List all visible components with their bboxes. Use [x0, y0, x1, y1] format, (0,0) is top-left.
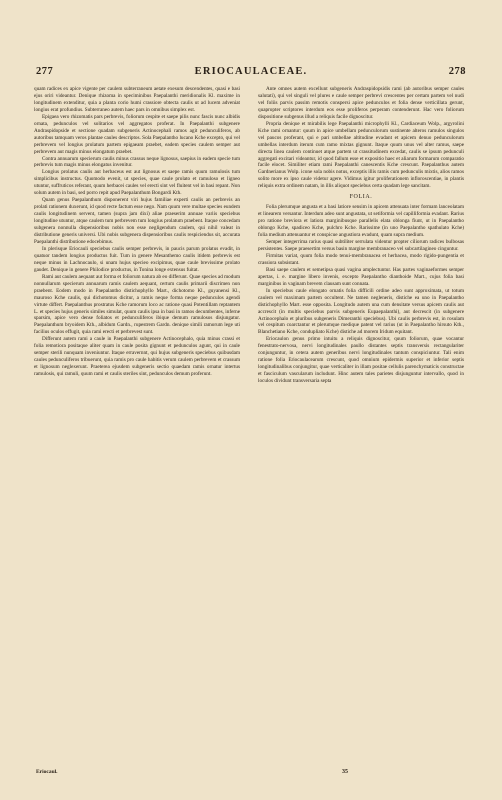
section-heading: FOLIA.: [349, 194, 373, 201]
running-header: [36, 66, 466, 80]
running-title: ERIOCAULACEAE.: [194, 66, 308, 77]
paragraph: Quam genus Paepalanthum disponerent viri hujus familiae experti caulis an perbrevis an prolati rationem duxerunt, id quod recte factum esse nego. Nam quum vere multae species eundem caulis longitudinem servent, tamen (supra jam dixi) aliae praeserim annuae variis speciebus longitudine utuntur, atque caulem tum perbrevem tum longius prolatum praebent. Itaque concedam subgenera nonnulla dispensioribus nobis non esse negligendum caulem, qui nihil valeat in distributione generis universi. Ubi nobis subgenera dispensioribus caulis respiciendus sit, accurata Paepalanthi distributione edocebimus.: [34, 197, 240, 245]
paragraph: Rami aut caulem aequant aut forma et foliorum natura ab eo differunt. Quae species ad modum nonnullarum specierum annuarum ramis caulem aequant, certum caulis primarii discrimen non praebent. Eodem modo in Paepalantho distichophyllo Mart., dichotomo Kl., guyanensi Kl., mauroso Kche caulis, qui dichotomus dicitur, a ramis neque forma neque pedunculos agendi virtute differt. Paepalanthus prostratus Kche ramorum loco ac ratione quasi Potentillam reptantem L. et species hujus generis similes simulat, quum caulis ipsa in basi in ramos decumbentes, inferne sparsim, apice vero dense foliatos et pedunculiferos ibique demum ramulosos disjungatur. Paepalanthum bryoidem Kth., albidum Gardn., rupestrem Gardn. denique simili ramorum lege uti facilius oculos effugit, quia rami erecti et perbrevest sunt.: [34, 273, 240, 336]
paragraph: Contra annuarum specierum caulis minus crassus neque lignosus, saepius in eadem specie tum perbrevis tum magis minus elongatus invenitur.: [34, 155, 240, 169]
left-column: [34, 86, 240, 378]
paragraph: In plerisque Eriocauli speciebus caulis semper perbrevis, in paucis parum prolatus evadit, in quatuor tandem longius productus fuit. Tum in genere Mesanthemo caulis itidem perbrevis est neque minus in Lachnocaulo, si unam hujus specieo excipimus, quae caule brevissime prolato gaudet. Denique in genere Philodice productus, in Tonina longe extensus fuitat.: [34, 245, 240, 273]
paragraph: Firmitas variat, quum folia modo tenui-membranacea et herbacea, modo rigido-pungentia et crassiora subsistant.: [258, 252, 464, 266]
paragraph: Eriocaulon genus primo intuitu a reliquis dignoscitur, quum foliorum, quae vocantur fenestrato-nervosa, nervi longitudinales paullo distantes septis transversis rectangulariter conjunguntur, in cetera autem generibus nervi longitudinales tantum conspiciuntur. Tali enim ratione folia Eriocaulacearum crescunt, quod omnium epidermis superior et inferior septis longitudinalibus conjungitur, quae verticaliter in illam positae cellulis parenchymaticis constructae et fasciculum vascularum includunt. Hinc autem tales parietes disjunguntur intervallo, quod in loculos dividunt transversaria septa: [258, 336, 464, 385]
paragraph: Folia plerumque angusta et a basi latiore sensim in apicem attenuata inter formam lanceolatam et linearem versantur. Interdum adeo sunt angustata, ut setiformia vel capilliformia evadant. Rarius pro ratione breviora et latiora marginibusque parallelis elata oblonga fiunt, ut in Paepalantho oblongo Kche, spadiceo Kche, pulchro Kche. Rarissime (in uno Paepalantho spathulato Kche) folia medium attenuantur et conspicue angustiora evadunt, quam supra medium.: [258, 204, 464, 239]
paragraph: Basi saepe caulem et semetipsa quasi vagina amplectuntur. Has partes vaginaeformes semper apertas, i. e. margine libero invenis, excepto Paepalantho dianthoide Mart., cujus folia basi marginibus in vaginam brevem clausam sunt connata.: [258, 266, 464, 287]
paragraph: Epigaea vero rhizomatis pars perbrevis, foliorum cespite et saepe pilis nunc fascis nunc albidis ornata, pedunculos vel solitarios vel aggregatos proferat. In Paepalanthi subgenere Andraspidopside et sectione quadam subgeneris Actinocephali ramos agit pedunculiferos, ab autoribus tamquam veros plantae caules descriptos. Sola Paepalantho lucano Kche excepto, qui vel perbrevem vel longius prolatum partem epigaeam praebet, eadem species caulem semper aut perbrevem aut magis minus elongatum praebet.: [34, 113, 240, 155]
paragraph: Differunt autem rami a caule in Paepalanthi subgenere Actinocephalo, quia minus crassi et folia remotiora positaque aliter quam in caule posita gignunt et pedunculos agunt, qui in caule semper sterili nunquam inveniuntur. Itaque erravernnt, qui hujus subgeneris speciebus quibusdam caules pedunculiferos tribuerunt, quia ramis pro caule habitis verum caulem perbrevem et crassum et lignosum neglexerunt. Praeterea ejusdem subgeneris sectio quaedam ramis ornatur intertus ramulosis, qui ramuli, quum rami et caulis steriles sint, pedunculos demum proferunt.: [34, 336, 240, 378]
paragraph: Semper integerrima rarius quasi subtiliter serrulata videntur propter ciliorum radices bulbosas persistentes. Saepe praesertim versus basin margine membranaceo vel subcartilagineo cinguntur.: [258, 239, 464, 252]
paragraph: Longius prolatus caulis aut herbaceus est aut lignosus et saepe ramis quum ramulosis tum simplicibus instructus. Quomodo evenit, ut species, quae caule prolato et ramuloso et ligneo utuntur, suffruticos referant, quum herbacei caules vel erecti sint vel fluitent vel in basi repant. Non solum autem in basi, sed porro repit apud Paepalanthum Bongardi Kth.: [34, 169, 240, 197]
gathering-number: 35: [342, 769, 348, 775]
right-column: [258, 86, 464, 385]
paragraph: Propria denique et mirabilis lege Paepalanthi microphylli Kl., Cardiaceum Wolp., argyrolini Kche rami ornantur: quum in apice umbellam pedunculorum sustinente alteros ramulos singulos vel paucos proferant, qui e pari umbellae altitudine evadant et apicem denuo pedunculorum umbellas interdum iterum cum ramo mixtas gignunt. Itaque quum unus vel alter ramus, saepe directa linea caulem continuet atque partem ut crassitudinem excedat, caulis se ipsum pedunculi aggregati excitari videantur, id quod fallum esse et expositio haec et aliarum formarum comparatio facile elocet. Similiter etiam rami Paepalanthi canescentis Kche crescunt. Paepalanthus autem Gardnerianus Wolp. icone sola nobis notus, exceptis illis ramis cum pedunculis mixtis, alios ramos solito more ex ipso caule videtur agere. Vidimus igitur proliferationem infloroscentiae, in plantis reliquis extra ordinem natam, in illis aliquot speciebus certa quadam lege sancitam.: [258, 120, 464, 190]
page-number-right: 278: [448, 66, 466, 77]
paragraph: Ante omnes autem excellunt subgeneris Andraspidopsidis rami (ab autoribus semper caules salutati), qui vel singuli vel plures e caule semper perbrevi crescentes per certam partem vel nudi vel foliis parvis passim remotis conspersi apice pedunculos et folia dense verticillata gerunt, quapropter scriptores interdum eos esse proliferos perperam contenderunt. Hac vero foliorum dispositione subgenus illud a reliquis facile dignoscitur.: [258, 86, 464, 120]
paragraph: quam radices ex apice vigente per caulem subterraneum aetate exesum descendentes, quasi e basi ejus oriri videantur. Denique rhizoma in speciminibus Paepalanthi meridionalis Kl. maxime in longitudinem extenditur, quia a planta corio humi crassiore obtecta caulis ut ad lucem adveniat longius erat profundius. Subterraneo autem haec pars in omnibus simplex est.: [34, 86, 240, 113]
signature-mark: Eriocaul.: [36, 769, 58, 775]
paragraph: In speciebus caule elongato ornatis folia difficili ordine adeo sunt approximata, ut totum caulem vel maximam partem occultent. Ne tamen negleneris, distiche ea uno in Paepalantho distichophyllo Mart. esse opposita. Longitudo autem una cum densitate versus apicem caulis aut accrescit (in multis speciebus parvis subgeneris Eupaepalanthi), aut decrescit (in subgenere Actinocephalo et pluribus subgeneris Dimeranthi speciebus). Ubi caulis perbrevis est, in rosulam vel cespitum coarctantur et plerumque medique patent vel rarius (ut in Paepalantho hirsuto Kth., Blanchetiano Kche, condupliato Kche) distiche ad morem Iridum equitant.: [258, 287, 464, 336]
page-number-left: 277: [36, 66, 54, 77]
